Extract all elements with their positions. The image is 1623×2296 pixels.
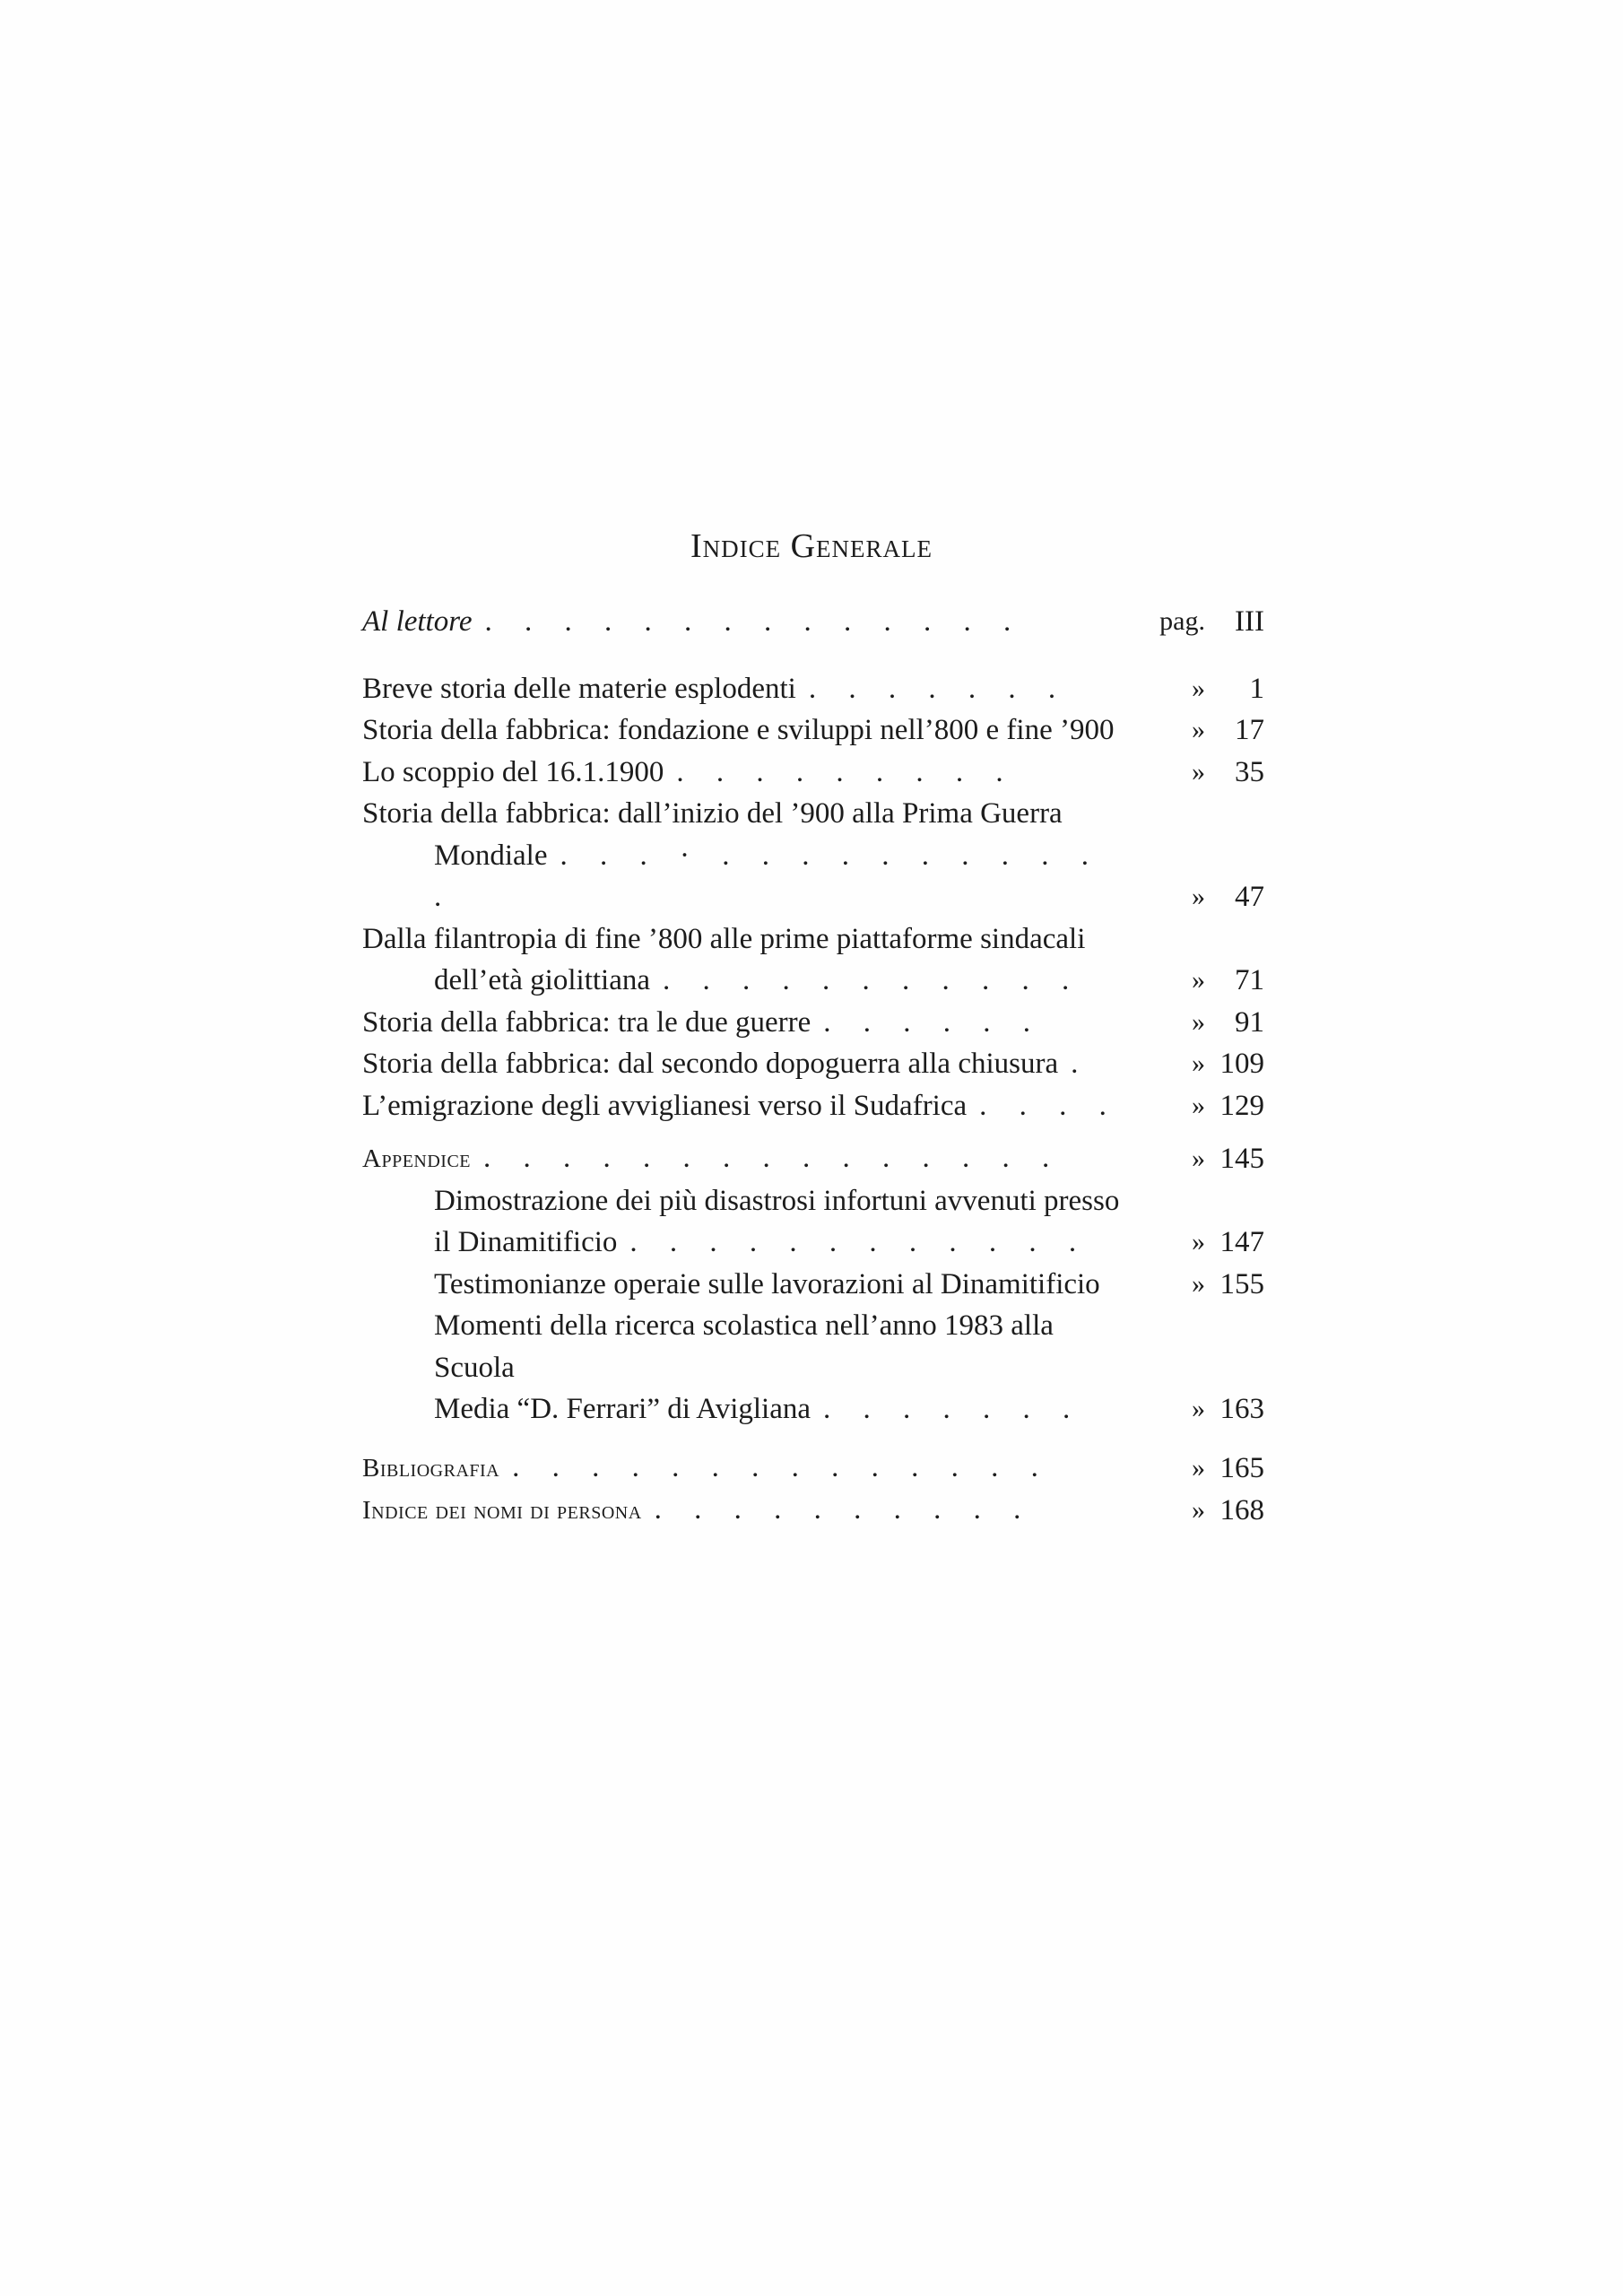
page-number: 129 [1219, 1089, 1264, 1122]
page-marker: » [1192, 715, 1205, 744]
page-marker: » [1192, 1144, 1205, 1173]
toc-entry-title: Breve storia delle materie esplodenti [362, 672, 796, 705]
page-number: 163 [1219, 1393, 1264, 1425]
toc-entry-title: Indice dei nomi di persona [362, 1496, 642, 1525]
dot-leader: . . . . . . . . . . [654, 1493, 1034, 1526]
toc-group-preface [362, 601, 1264, 643]
page-marker: » [1192, 1452, 1205, 1483]
page-number: 165 [1219, 1451, 1264, 1484]
dot-leader: . . . . . . [823, 1005, 1044, 1039]
dot-leader: . . . . . . . [808, 672, 1069, 705]
dot-leader: . . . . . . . . . . . . . . [484, 605, 1024, 638]
page-number: 91 [1235, 1005, 1264, 1039]
toc-entry-title: Appendice [362, 1144, 472, 1173]
toc-entry-bibliografia[interactable] [362, 1447, 1264, 1490]
page-number: 145 [1219, 1143, 1264, 1175]
page-number: 47 [1235, 881, 1264, 913]
dot-leader: . . . · . . . . . . . . . . . [434, 839, 1101, 913]
page-number: 1 [1249, 672, 1264, 705]
toc-entry-title: Storia della fabbrica: fondazione e sviluppi nell’800 e fine ’900 [362, 714, 1115, 746]
toc-group-back-matter [362, 1447, 1264, 1532]
toc-entry-appendix-3[interactable] [362, 1305, 1264, 1431]
page-marker: pag. [1159, 606, 1205, 636]
toc-entry-indice-nomi[interactable] [362, 1489, 1264, 1532]
page-marker: » [1192, 965, 1205, 995]
dot-leader: . . . . . . . [823, 1393, 1083, 1425]
page-number: 109 [1219, 1048, 1264, 1080]
toc-entry-title: Momenti della ricerca scolastica nell’anno 1983 alla Scuola [434, 1309, 1054, 1384]
page-marker: » [1192, 1048, 1205, 1078]
toc-group-chapters [362, 668, 1264, 1127]
dot-leader: . [1071, 1048, 1091, 1080]
page-marker: » [1192, 1227, 1205, 1257]
dot-leader: . . . . . . . . . . . . . . [512, 1450, 1051, 1483]
toc-entry-7[interactable] [362, 1043, 1264, 1085]
page-title: Indice Generale [690, 527, 933, 565]
toc-entry-title-continued: dell’età giolittiana [434, 964, 650, 996]
toc-entry-title: Storia della fabbrica: dall’inizio del ’900 alla Prima Guerra [362, 797, 1063, 830]
dot-leader: . . . . . . . . . . . . . . . [483, 1142, 1063, 1174]
toc-entry-title: Dalla filantropia di fine ’800 alle prime piattaforme sindacali [362, 922, 1086, 955]
page-number: III [1235, 605, 1264, 638]
dot-leader: . . . . . . . . . [676, 755, 1016, 788]
toc-entry-title: Al lettore [362, 605, 473, 638]
page-number: 71 [1235, 964, 1264, 996]
page-marker: » [1192, 1090, 1205, 1120]
toc-entry-title-continued: Mondiale [434, 839, 548, 872]
toc-entry-al-lettore[interactable] [362, 601, 1264, 643]
page-number: 35 [1235, 755, 1264, 788]
toc-entry-appendix-2[interactable] [362, 1264, 1264, 1306]
toc-entry-8[interactable] [362, 1085, 1264, 1127]
dot-leader: . . . . . . . . . . . . [629, 1226, 1089, 1258]
toc-entry-title: Lo scoppio del 16.1.1900 [362, 755, 664, 788]
table-of-contents [362, 601, 1264, 1532]
toc-entry-title: Testimonianze operaie sulle lavorazioni al Dinamitificio [434, 1267, 1100, 1300]
dot-leader: . . . . [979, 1089, 1119, 1122]
toc-entry-appendix-1[interactable] [362, 1180, 1264, 1264]
page-marker: » [1192, 1006, 1205, 1037]
toc-entry-1[interactable] [362, 668, 1264, 710]
page-marker: » [1192, 1394, 1205, 1423]
toc-entry-title: Dimostrazione dei più disastrosi infortuni avvenuti presso [434, 1184, 1120, 1217]
toc-entry-appendice[interactable] [362, 1137, 1264, 1180]
page-number: 147 [1219, 1226, 1264, 1258]
toc-entry-title-continued: Media “D. Ferrari” di Avigliana [434, 1393, 811, 1425]
page-number: 168 [1219, 1494, 1264, 1526]
toc-entry-4[interactable] [362, 793, 1264, 918]
toc-entry-5[interactable] [362, 918, 1264, 1002]
toc-entry-title: Storia della fabbrica: dal secondo dopoguerra alla chiusura [362, 1048, 1059, 1080]
page-number: 17 [1235, 714, 1264, 746]
page-marker: » [1192, 756, 1205, 787]
page-marker: » [1192, 673, 1205, 703]
toc-entry-title-continued: il Dinamitificio [434, 1226, 618, 1258]
dot-leader: . . . . . . . . . . . [663, 964, 1082, 996]
page-marker: » [1192, 1495, 1205, 1525]
toc-entry-6[interactable] [362, 1002, 1264, 1044]
toc-entry-2[interactable] [362, 709, 1264, 752]
toc-group-appendix [362, 1137, 1264, 1431]
toc-entry-title: Storia della fabbrica: tra le due guerre [362, 1005, 812, 1039]
toc-entry-3[interactable] [362, 752, 1264, 794]
page-marker: » [1192, 882, 1205, 911]
page-number: 155 [1219, 1267, 1264, 1300]
toc-entry-title: L’emigrazione degli avviglianesi verso il Sudafrica [362, 1089, 968, 1122]
toc-entry-title: Bibliografia [362, 1453, 500, 1483]
page-marker: » [1192, 1268, 1205, 1299]
